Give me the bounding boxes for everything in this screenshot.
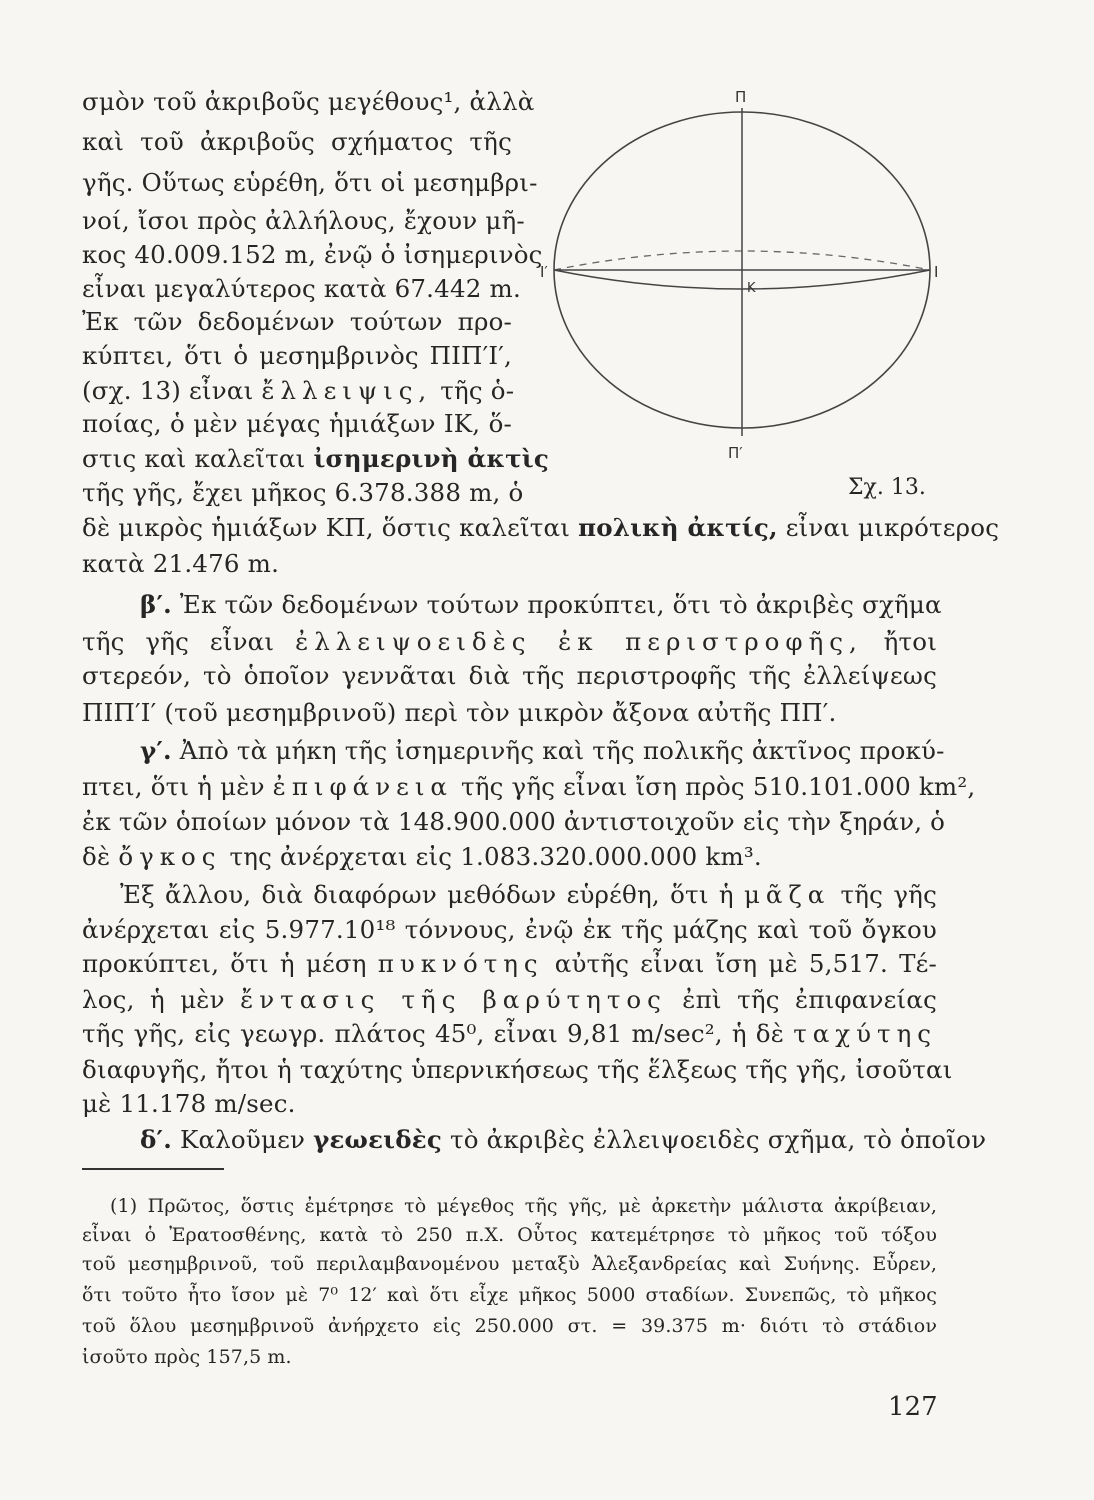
footnote-line: τοῦ ὅλου μεσημβρινοῦ ἀνήρχετο εἰς 250.000 στ. = 39.375 m· διότι τὸ στάδιον [82, 1315, 937, 1337]
text-span: στις καὶ καλεῖται [82, 444, 306, 473]
text-line: καὶ τοῦ ἀκριβοῦς σχήματος τῆς [82, 127, 512, 156]
term-volume: ὄγκος [118, 842, 222, 871]
term-ellipsoid: ἐλλειψοειδὲς ἐκ περιστροφῆς, [295, 627, 863, 656]
text-line: τῆς γῆς, ἔχει μῆκος 6.378.388 m, ὁ [82, 478, 524, 507]
term-surface: ἐπιφάνεια [272, 772, 453, 801]
label-pi-prime: Π′ [728, 444, 743, 462]
text-line [82, 511, 1000, 545]
text-line: νοί, ἴσοι πρὸς ἀλλήλους, ἔχουν μῆ- [82, 206, 525, 235]
text-line [82, 625, 937, 659]
text-line: σμὸν τοῦ ἀκριβοῦς μεγέθους¹, ἀλλὰ [82, 87, 535, 116]
text-span: ἤτοι [883, 627, 937, 656]
text-line [82, 983, 937, 1017]
text-span: εἶναι μικρότερος [785, 513, 1000, 542]
term-geoid: γεωειδὲς [313, 1125, 442, 1154]
section-marker-delta: δ′. [140, 1125, 172, 1154]
text-span: τῆς γῆς, εἰς γεωγρ. πλάτος 45⁰, εἶναι 9,81 m/sec², ἡ δὲ [82, 1019, 785, 1048]
text-line [140, 588, 942, 622]
text-span: (σχ. 13) εἶναι [82, 376, 254, 405]
text-line [82, 770, 976, 804]
section-marker-gamma: γ′. [140, 736, 172, 765]
text-line: ἐκ τῶν ὁποίων μόνον τὰ 148.900.000 ἀντιστοιχοῦν εἰς τὴν ξηράν, ὁ [82, 807, 946, 836]
text-span: τῆς γῆς εἶναι ἴση πρὸς 510.101.000 km², [460, 772, 976, 801]
text-line [140, 1123, 987, 1157]
text-line [120, 878, 937, 912]
text-span: της ἀνέρχεται εἰς 1.083.320.000.000 km³. [229, 842, 762, 871]
term-density: πυκνότης [377, 949, 544, 978]
footnote-line: (1) Πρῶτος, ὅστις ἐμέτρησε τὸ μέγεθος τῆς γῆς, μὲ ἀρκετὴν μάλιστα ἀκρίβειαν, [110, 1195, 937, 1217]
term-velocity: ταχύτης [793, 1019, 937, 1048]
text-line: κύπτει, ὅτι ὁ μεσημβρινὸς ΠΙΠ′Ι′, [82, 341, 512, 370]
text-line: ποίας, ὁ μὲν μέγας ἡμιάξων ΙΚ, ὅ- [82, 409, 512, 438]
label-pi: Π [735, 88, 747, 106]
text-line: εἶναι μεγαλύτερος κατὰ 67.442 m. [82, 274, 521, 303]
text-line [82, 1017, 937, 1051]
label-iota: Ι [934, 263, 939, 281]
text-line: γῆς. Οὕτως εὑρέθη, ὅτι οἱ μεσημβρι- [82, 168, 538, 197]
text-line: ΠΙΠ′Ι′ (τοῦ μεσημβρινοῦ) περὶ τὸν μικρὸν ἄξονα αὐτῆς ΠΠ′. [82, 698, 837, 727]
label-kappa: Κ [747, 281, 756, 296]
section-marker-beta: β′. [140, 590, 172, 619]
term-gravity: ἔντασις τῆς βαρύτητος [240, 985, 667, 1014]
label-iota-prime: Ι′ [540, 263, 548, 281]
text-span: λος, ἡ μὲν [82, 985, 225, 1014]
footnote-line: εἶναι ὁ Ἐρατοσθένης, κατὰ τὸ 250 π.Χ. Οὗτος κατεμέτρησε τὸ μῆκος τοῦ τόξου [82, 1224, 937, 1246]
text-span: Ἀπὸ τὰ μήκη τῆς ἰσημερινῆς καὶ τῆς πολικῆς ἀκτῖνος προκύ- [179, 736, 945, 765]
footnote-line: ὅτι τοῦτο ἦτο ἴσον μὲ 7⁰ 12′ καὶ ὅτι εἶχε μῆκος 5000 σταδίων. Συνεπῶς, τὸ μῆκος [82, 1284, 937, 1306]
term-mass: μᾶζα [744, 880, 831, 909]
text-span: τὸ ἀκριβὲς ἐλλειψοειδὲς σχῆμα, τὸ ὁποῖον [449, 1125, 987, 1154]
footnote-line: ἰσοῦτο πρὸς 157,5 m. [82, 1346, 292, 1368]
term-polar-radius: πολικὴ ἀκτίς, [578, 513, 778, 542]
text-span: ἐπὶ τῆς ἐπιφανείας [682, 985, 937, 1014]
text-line [82, 840, 937, 874]
term-ellipse: ἔλλειψις, [261, 376, 433, 405]
term-equatorial-radius: ἰσημερινὴ ἀκτὶς [313, 444, 549, 473]
figure-caption: Σχ. 13. [848, 475, 926, 500]
text-span: Ἐξ ἄλλου, διὰ διαφόρων μεθόδων εὑρέθη, ὅτι ἡ [120, 880, 734, 909]
text-span: αὐτῆς εἶναι ἴση μὲ 5,517. Τέ- [554, 949, 938, 978]
page-number: 127 [888, 1392, 938, 1422]
ellipse-diagram [540, 80, 950, 500]
text-line [82, 947, 937, 981]
text-span: Καλοῦμεν [179, 1125, 306, 1154]
text-line: μὲ 11.178 m/sec. [82, 1089, 296, 1118]
text-span: προκύπτει, ὅτι ἡ μέση [82, 949, 367, 978]
text-line [82, 442, 549, 476]
text-span: δὲ [82, 842, 111, 871]
text-line: κατὰ 21.476 m. [82, 549, 280, 578]
text-span: τῆς γῆς εἶναι [82, 627, 275, 656]
text-line [82, 374, 515, 408]
text-span: δὲ μικρὸς ἡμιάξων ΚΠ, ὅστις καλεῖται [82, 513, 571, 542]
footnote-line: τοῦ μεσημβρινοῦ, τοῦ περιλαμβανομένου μεταξὺ Ἀλεξανδρείας καὶ Συήνης. Εὗρεν, [82, 1253, 937, 1275]
text-span: τῆς ὁ- [440, 376, 515, 405]
text-span: πτει, ὅτι ἡ μὲν [82, 772, 265, 801]
text-line: ἀνέρχεται εἰς 5.977.10¹⁸ τόννους, ἐνῷ ἐκ τῆς μάζης καὶ τοῦ ὄγκου [82, 915, 937, 944]
text-line [140, 734, 945, 768]
text-span: τῆς γῆς [840, 880, 937, 909]
text-span: Ἐκ τῶν δεδομένων τούτων προκύπτει, ὅτι τὸ ἀκριβὲς σχῆμα [179, 590, 942, 619]
text-line: κος 40.009.152 m, ἐνῷ ὁ ἰσημερινὸς [82, 240, 543, 269]
footnote-rule [82, 1168, 224, 1170]
text-line: στερεόν, τὸ ὁποῖον γεννᾶται διὰ τῆς περιστροφῆς τῆς ἐλλείψεως [82, 661, 937, 690]
text-line: Ἐκ τῶν δεδομένων τούτων προ- [82, 307, 512, 336]
text-line: διαφυγῆς, ἤτοι ἡ ταχύτης ὑπερνικήσεως τῆς ἕλξεως τῆς γῆς, ἰσοῦται [82, 1055, 953, 1084]
